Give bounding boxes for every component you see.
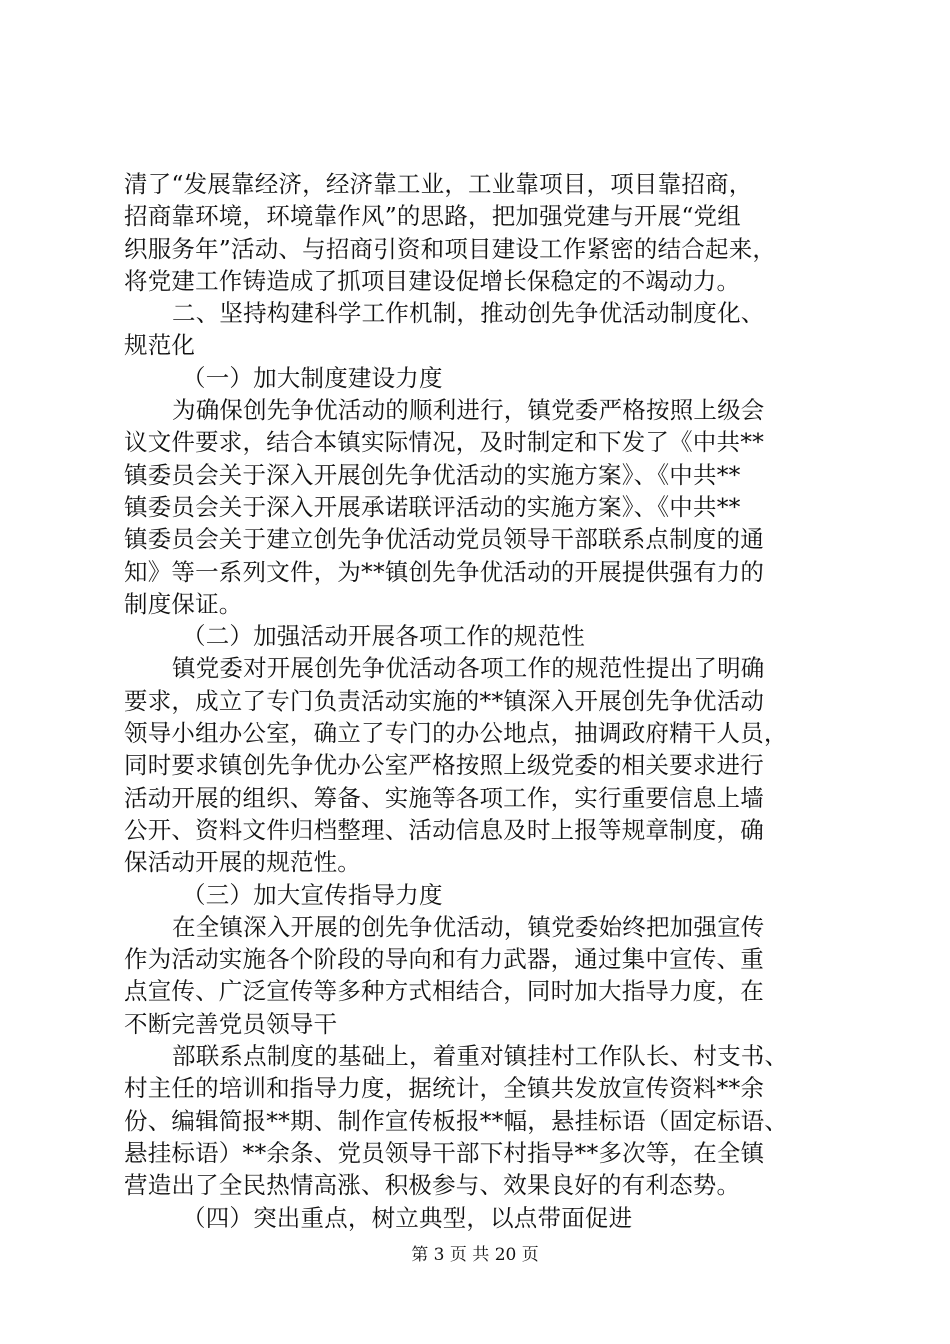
text-line: 二、坚持构建科学工作机制，推动创先争优活动制度化、 — [172, 299, 765, 328]
text-line: 在全镇深入开展的创先争优活动，镇党委始终把加强宣传 — [172, 912, 765, 941]
text-line: 公开、资料文件归档整理、活动信息及时上报等规章制度，确 — [124, 815, 764, 844]
text-line: 镇委员会关于建立创先争优活动党员领导干部联系点制度的通 — [124, 525, 764, 554]
text-line: 为确保创先争优活动的顺利进行，镇党委严格按照上级会 — [172, 396, 765, 425]
text-line: 要求，成立了专门负责活动实施的**镇深入开展创先争优活动 — [124, 686, 765, 715]
section-heading: （三）加大宣传指导力度 — [182, 880, 443, 909]
section-heading: （二）加强活动开展各项工作的规范性 — [182, 622, 585, 651]
text-line: 保活动开展的规范性。 — [124, 848, 361, 877]
text-line: 不断完善党员领导干 — [124, 1009, 338, 1038]
text-line: 村主任的培训和指导力度，据统计，全镇共发放宣传资料**余 — [124, 1074, 765, 1103]
text-line: 议文件要求，结合本镇实际情况，及时制定和下发了《中共** — [124, 428, 765, 457]
text-line: 悬挂标语）**余条、党员领导干部下村指导**多次等，在全镇 — [124, 1138, 765, 1167]
text-line: 制度保证。 — [124, 589, 243, 618]
text-line: 领导小组办公室，确立了专门的办公地点，抽调政府精干人员， — [124, 719, 788, 748]
text-line: 活动开展的组织、筹备、实施等各项工作，实行重要信息上墙 — [124, 783, 764, 812]
text-line: 招商靠环境，环境靠作风”的思路，把加强党建与开展“党组 — [124, 202, 741, 231]
text-line: 营造出了全民热情高涨、积极参与、效果良好的有利态势。 — [124, 1171, 741, 1200]
section-heading: （四）突出重点，树立典型，以点带面促进 — [182, 1203, 633, 1232]
text-line: 镇党委对开展创先争优活动各项工作的规范性提出了明确 — [172, 654, 765, 683]
text-line: 份、编辑简报**期、制作宣传板报**幅，悬挂标语（固定标语、 — [124, 1106, 788, 1135]
text-line: 同时要求镇创先争优办公室严格按照上级党委的相关要求进行 — [124, 751, 764, 780]
page-footer: 第 3 页 共 20 页 — [411, 1245, 539, 1265]
text-line: 点宣传、广泛宣传等多种方式相结合，同时加大指导力度，在 — [124, 977, 764, 1006]
text-line: 规范化 — [124, 331, 196, 360]
section-heading: （一）加大制度建设力度 — [182, 363, 443, 392]
text-line: 知》等一系列文件，为**镇创先争优活动的开展提供强有力的 — [124, 557, 765, 586]
text-line: 清了“发展靠经济，经济靠工业，工业靠项目，项目靠招商， — [124, 170, 753, 198]
text-line: 将党建工作铸造成了抓项目建设促增长保稳定的不竭动力。 — [124, 266, 741, 295]
text-line: 镇委员会关于深入开展承诺联评活动的实施方案》、《中共** — [124, 492, 741, 521]
text-line: 作为活动实施各个阶段的导向和有力武器，通过集中宣传、重 — [124, 945, 764, 974]
document-body — [124, 168, 836, 1234]
text-line: 镇委员会关于深入开展创先争优活动的实施方案》、《中共** — [124, 460, 741, 489]
text-line: 部联系点制度的基础上，着重对镇挂村工作队长、村支书、 — [172, 1042, 789, 1071]
text-line: 织服务年”活动、与招商引资和项目建设工作紧密的结合起来， — [124, 234, 777, 263]
